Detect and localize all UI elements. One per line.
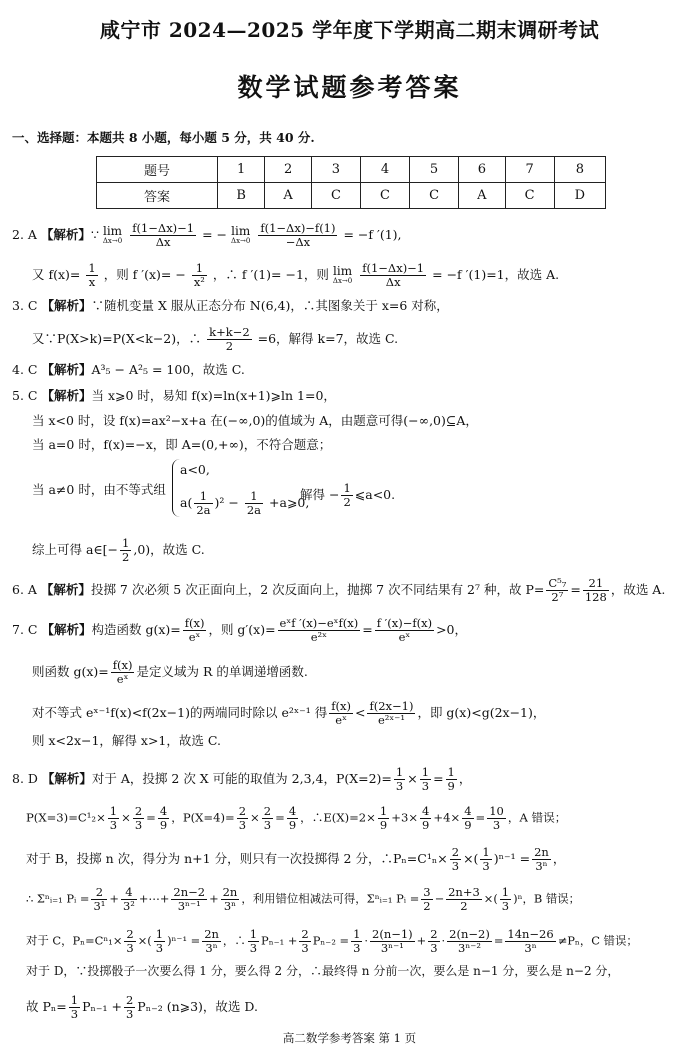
fraction: $\frac{2n}{\text{3ⁿ}}$ [534, 845, 549, 873]
row-label-answer: 答案 [97, 183, 218, 209]
fraction: $\frac{2}{3}$ [126, 927, 134, 955]
exam-title: 咸宁市 2024—2025 学年度下学期高二期末调研考试 [99, 18, 600, 42]
q3-line-1: 3. C 【解析】∵随机变量 X 服从正态分布 N(6,4)，∴其图象关于 x=6 对称， [12, 298, 449, 313]
answer-cell: C [505, 183, 554, 209]
fraction: $\frac{2}{3}$ [430, 927, 438, 955]
q8-line-3: 对于 B，投掷 n 次，得分为 n+1 分，则只有一次投掷得 2 分，∴Pₙ=C¹ₙ× $\frac{2}{3}$ ×( $\frac{1}{3}$ )ⁿ⁻¹ = $\frac{2n}{\text{3ⁿ}}$ ， [26, 845, 566, 873]
q7-line-3: 对不等式 eˣ⁻¹f(x)<f(2x−1)的两端同时除以 e²ˣ⁻¹ 得 $\frac{f(x)}{\text{eˣ}}$ < $\frac{f(2x-1)}{\text{e²ˣ⁻¹}}$ ，即 g(x)<g(2x−1)， [32, 699, 546, 727]
fraction: $\frac{4}{\text{3²}}$ [122, 885, 135, 913]
question-number: 4 [360, 157, 409, 183]
fraction: $\frac{\text{C⁵₇}}{\text{2⁷}}$ [548, 576, 567, 604]
fraction: $\frac{f(1-\Delta x)-1}{\Delta x}$ [132, 221, 195, 249]
fraction: $\frac{21}{128}$ [584, 576, 607, 604]
q8-line-4: ∴ Σⁿᵢ₌₁ Pᵢ = $\frac{2}{\text{3¹}}$ + $\frac{4}{\text{3²}}$ +⋯+ $\frac{2n-2}{\text{3ⁿ⁻¹}}$ + $\frac{2n}{\text{3ⁿ}}$ ，利用错位相减法可得，Σⁿᵢ₌₁ Pᵢ = $\frac{3}{2}$ − $\frac{2n+3}{2}$ ×( $\frac{1}{3}$ )ⁿ，B 错误； [26, 885, 581, 913]
row-label-number: 题号 [97, 157, 218, 183]
q5-line-5: 综上可得 a∈[− $\frac{1}{2}$ ,0)，故选 C. [32, 536, 205, 564]
page-footer: 高二数学参考答案 第 1 页 [282, 1031, 417, 1045]
fraction: $\frac{1}{3}$ [395, 765, 404, 793]
limit-expression: lim Δx→0 [102, 223, 123, 245]
fraction: $\frac{2}{3}$ [125, 993, 134, 1021]
answer-cell: C [360, 183, 409, 209]
answer-cell: A [265, 183, 312, 209]
fraction: $\frac{1}{9}$ [379, 804, 388, 832]
question-number: 2 [265, 157, 312, 183]
answer-cell: A [459, 183, 506, 209]
fraction: $\frac{3}{2}$ [423, 885, 431, 913]
answer-cell: C [410, 183, 459, 209]
answer-cell: C [311, 183, 360, 209]
fraction: $\frac{2(n-2)}{\text{3ⁿ⁻²}}$ [449, 927, 490, 955]
question-number: 6 [459, 157, 506, 183]
q8-line-1: 8. D 【解析】对于 A，投掷 2 次 X 可能的取值为 2,3,4，P(X=2)= $\frac{1}{3}$ × $\frac{1}{3}$ = $\frac{1}{9}$ ， [12, 765, 472, 793]
fraction: $\frac{f(x)}{\text{eˣ}}$ [184, 616, 205, 644]
fraction: $\frac{2}{3}$ [134, 804, 143, 832]
question-number: 8 [554, 157, 605, 183]
fraction: $\frac{\text{eˣf ′(x)−eˣf(x)}}{\text{e²ˣ}}$ [279, 616, 359, 644]
fraction: $\frac{4}{9}$ [159, 804, 168, 832]
fraction: $\frac{2}{3}$ [301, 927, 309, 955]
limit-expression: lim Δx→0 [332, 263, 353, 285]
fraction: $\frac{2}{\text{3¹}}$ [93, 885, 106, 913]
fraction: $\frac{2}{3}$ [263, 804, 272, 832]
question-number: 7 [505, 157, 554, 183]
fraction: $\frac{k+k-2}{2}$ [209, 325, 250, 353]
fraction: $\frac{2n+3}{2}$ [448, 885, 480, 913]
section-heading: 一、选择题：本题共 8 小题，每小题 5 分，共 40 分. [12, 130, 315, 145]
fraction: $\frac{1}{2}$ [122, 536, 130, 564]
q8-line-6: 对于 D，∵投掷骰子一次要么得 1 分，要么得 2 分，∴最终得 n 分前一次，要么是 n−1 分，要么是 n−2 分， [26, 964, 620, 978]
q7-line-2: 则函数 g(x)= $\frac{f(x)}{\text{eˣ}}$ 是定义域为 R 的单调递增函数. [32, 658, 308, 686]
fraction: $\frac{1}{2a}$ [196, 489, 211, 517]
limit-expression: lim Δx→0 [231, 223, 251, 245]
fraction: $\frac{1}{3}$ [501, 885, 510, 913]
q8-line-7: 故 Pₙ= $\frac{1}{3}$ Pₙ₋₁ + $\frac{2}{3}$ Pₙ₋₂ (n⩾3)，故选 D. [26, 993, 258, 1021]
question-number: 3 [311, 157, 360, 183]
fraction: $\frac{4}{9}$ [464, 804, 472, 832]
fraction: $\frac{14n-26}{\text{3ⁿ}}$ [507, 927, 554, 955]
fraction: $\frac{2n-2}{\text{3ⁿ⁻¹}}$ [173, 885, 206, 913]
fraction: $\frac{f(2x-1)}{\text{e²ˣ⁻¹}}$ [369, 699, 414, 727]
q2-line-1: 2. A 【解析】∵ lim Δx→0 $\frac{f(1-\Delta x)-1}{\Delta x}$ = − lim Δx→0 $\frac{f(1-\Delta x)-f(1)}{-\Delta x}$ = −f ′(1), [12, 221, 402, 249]
question-number: 5 [410, 157, 459, 183]
system-line-1: a<0, [180, 462, 210, 477]
fraction: $\frac{4}{9}$ [288, 804, 297, 832]
fraction: $\frac{f '(x)-f(x)}{\text{eˣ}}$ [376, 616, 433, 644]
fraction: $\frac{1}{3}$ [353, 927, 361, 955]
fraction: $\frac{1}{\text{x²}}$ [193, 261, 205, 289]
fraction: $\frac{f(x)}{\text{eˣ}}$ [331, 699, 351, 727]
fraction: $\frac{f(1-\Delta x)-1}{\Delta x}$ [362, 261, 425, 289]
fraction: $\frac{1}{9}$ [447, 765, 455, 793]
answer-cell: D [554, 183, 605, 209]
answer-table [96, 156, 606, 209]
fraction: $\frac{1}{3}$ [421, 765, 430, 793]
fraction: $\frac{2(n-1)}{\text{3ⁿ⁻¹}}$ [372, 927, 413, 955]
question-number: 1 [218, 157, 265, 183]
q5-line-4: 当 a≠0 时，由不等式组 [32, 482, 166, 497]
fraction: $\frac{1}{3}$ [249, 927, 258, 955]
fraction: $\frac{1}{3}$ [109, 804, 118, 832]
q2-line-2: 又 f(x)= $\frac{1}{x}$ ，则 f ′(x)= − $\frac{1}{\text{x²}}$ ，∴ f ′(1)= −1，则 lim Δx→0 $\frac{f(1-\Delta x)-1}{\Delta x}$ = −f ′(1)=1，故选 A. [32, 261, 560, 289]
fraction: $\frac{1}{2}$ [343, 481, 351, 509]
fraction: $\frac{2n}{\text{3ⁿ}}$ [222, 885, 238, 913]
fraction: $\frac{1}{3}$ [482, 845, 490, 873]
q8-line-2: P(X=3)=C¹₂× $\frac{1}{3}$ × $\frac{2}{3}$ = $\frac{4}{9}$ ，P(X=4)= $\frac{2}{3}$ × $\frac{2}{3}$ = $\frac{4}{9}$ ，∴E(X)=2× $\frac{1}{9}$ +3× $\frac{4}{9}$ +4× $\frac{4}{9}$ = $\frac{10}{3}$ ，A 错误； [26, 804, 567, 832]
q7-line-4: 则 x<2x−1，解得 x>1，故选 C. [32, 733, 221, 748]
fraction: $\frac{1}{2a}$ [246, 489, 262, 517]
q5-line-1: 5. C 【解析】当 x⩾0 时，易知 f(x)=ln(x+1)⩾ln 1=0， [12, 388, 336, 403]
page-title: 数学试题参考答案 [237, 73, 462, 102]
fraction: $\frac{1}{3}$ [155, 927, 164, 955]
system-line-2: a( $\frac{1}{2a}$ )² − $\frac{1}{2a}$ +a⩾0, [180, 489, 310, 517]
fraction: $\frac{4}{9}$ [422, 804, 430, 832]
answer-cell: B [218, 183, 265, 209]
q5-line-3: 当 a=0 时，f(x)=−x，即 A=(0,+∞)，不符合题意； [32, 437, 332, 452]
q5-line-4-result: 解得 − $\frac{1}{2}$ ⩽a<0. [300, 481, 396, 509]
fraction: $\frac{1}{3}$ [70, 993, 79, 1021]
fraction: $\frac{f(x)}{\text{eˣ}}$ [112, 658, 133, 686]
fraction: $\frac{10}{3}$ [489, 804, 504, 832]
fraction: $\frac{2n}{\text{3ⁿ}}$ [204, 927, 219, 955]
q4-line-1: 4. C 【解析】A³₅ − A²₅ = 100，故选 C. [12, 362, 245, 377]
fraction: $\frac{1}{x}$ [88, 261, 96, 289]
table-row [97, 183, 606, 209]
fraction: $\frac{f(1-\Delta x)-f(1)}{-\Delta x}$ [260, 221, 336, 249]
table-row [97, 157, 606, 183]
fraction: $\frac{2}{3}$ [238, 804, 247, 832]
q5-line-2: 当 x<0 时，设 f(x)=ax²−x+a 在(−∞,0)的值域为 A，由题意可得(−∞,0)⊆A， [32, 413, 478, 428]
q6-line-1: 6. A 【解析】投掷 7 次必须 5 次正面向上，2 次反面向上，抛掷 7 次不同结果有 2⁷ 种，故 P= $\frac{\text{C⁵₇}}{\text{2⁷}}$ = $\frac{21}{128}$ ，故选 A. [12, 576, 666, 604]
q7-line-1: 7. C 【解析】构造函数 g(x)= $\frac{f(x)}{\text{eˣ}}$ ，则 g′(x)= $\frac{\text{eˣf ′(x)−eˣf(x)}}{\text{e²ˣ}}$ = $\frac{f '(x)-f(x)}{\text{eˣ}}$ >0， [12, 616, 468, 644]
q8-line-5: 对于 C，Pₙ=Cⁿ₁× $\frac{2}{3}$ ×( $\frac{1}{3}$ )ⁿ⁻¹ = $\frac{2n}{\text{3ⁿ}}$ ，∴ $\frac{1}{3}$ Pₙ₋₁ + $\frac{2}{3}$ Pₙ₋₂ = $\frac{1}{3}$ · $\frac{2(n-1)}{\text{3ⁿ⁻¹}}$ + $\frac{2}{3}$ · $\frac{2(n-2)}{\text{3ⁿ⁻²}}$ = $\frac{14n-26}{\text{3ⁿ}}$ ≠Pₙ，C 错误； [26, 927, 638, 955]
q3-line-2: 又∵P(X>k)=P(X<k−2)，∴ $\frac{k+k-2}{2}$ =6，解得 k=7，故选 C. [32, 325, 399, 353]
fraction: $\frac{2}{3}$ [451, 845, 460, 873]
